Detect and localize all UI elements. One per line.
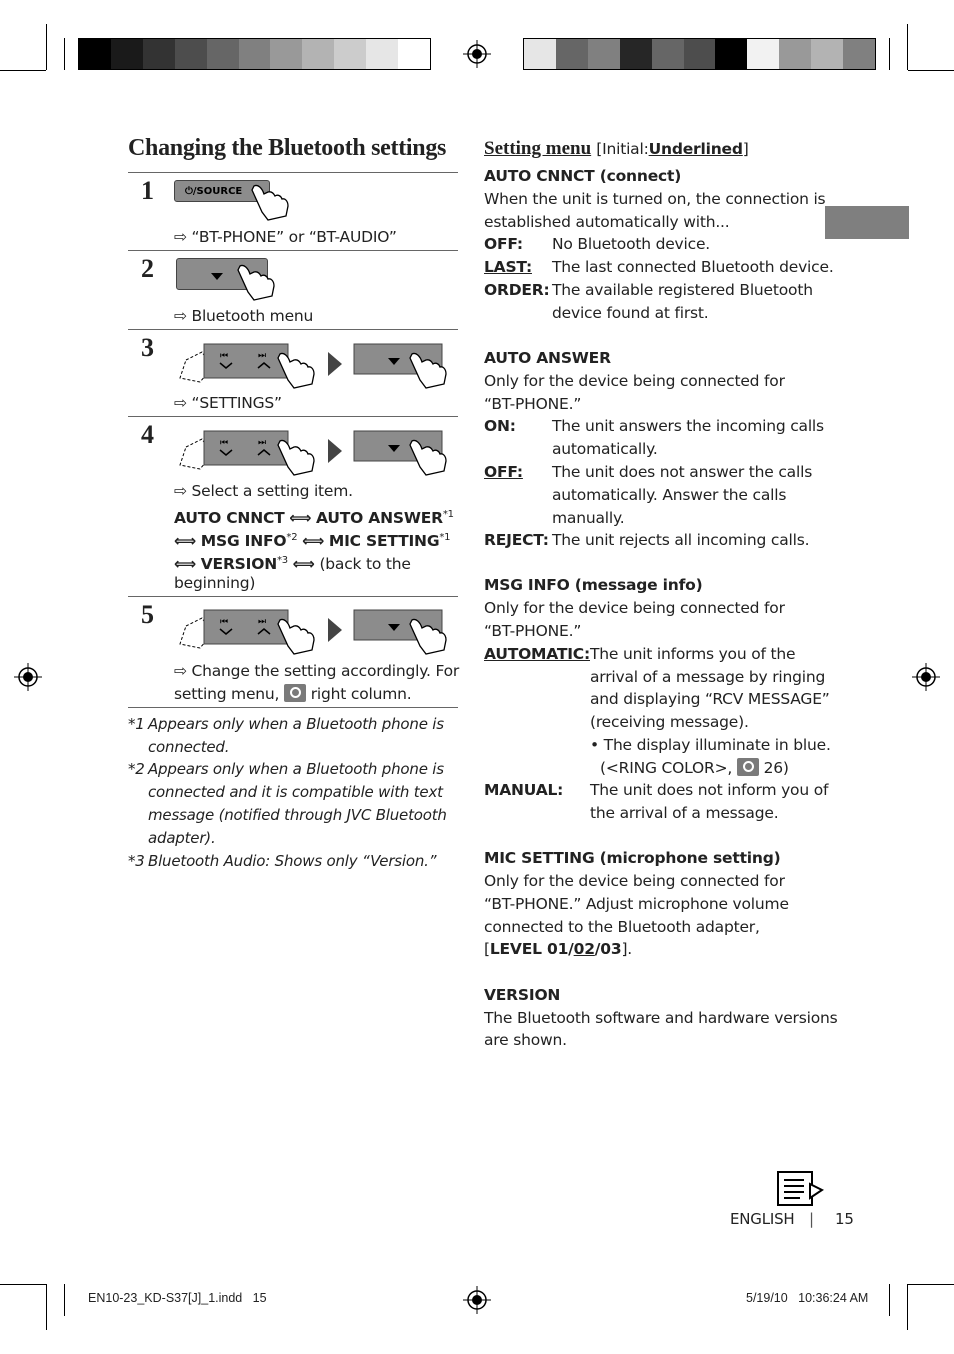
bracket: ]. [621,940,633,958]
option-label: AUTOMATIC: [484,645,590,663]
color-swatch [79,39,111,69]
magnifier-icon [284,684,306,702]
cycle-item: MSG INFO [200,532,287,551]
level-text: LEVEL 01/ [489,940,574,958]
bracket: [ [484,940,490,958]
page-title: Changing the Bluetooth settings [128,135,447,161]
footnote-text: connected. [148,738,230,756]
color-swatch [779,39,811,69]
color-swatch [111,39,143,69]
color-swatch [843,39,875,69]
color-swatch [207,39,239,69]
cycle-tail: beginning) [174,574,256,592]
crop-mark [46,24,47,70]
color-bar-left [78,38,431,70]
step-result: ⇨ Change the setting accordingly. For [174,662,460,680]
footnote-ref: *1 [442,509,454,520]
cycle-item: AUTO CNNCT [174,509,285,528]
step-number: 2 [141,254,154,283]
footnote-text: message (notified through JVC Bluetooth [148,806,447,824]
step-number: 1 [141,176,154,205]
svg-text:⏮: ⏮ [220,617,229,627]
footnote-ref: *2 [286,532,298,543]
crop-mark [0,70,46,71]
crop-mark [64,1284,65,1316]
bullet-text: (<RING COLOR>, [600,759,733,777]
bullet-text-2 [600,757,789,780]
option-label: OFF: [484,235,523,253]
finger-press-icon [234,262,278,302]
footnote-text: Appears only when a Bluetooth phone is [148,715,444,733]
color-swatch [366,39,398,69]
cycle-arrow: ⟺ [289,509,312,528]
cycle-arrow: ⟺ [302,532,325,551]
registration-mark-icon [912,663,940,691]
color-swatch [684,39,716,69]
color-swatch [715,39,747,69]
option-text: device found at first. [552,304,709,322]
option-label: OFF: [484,463,523,481]
footnote-mark: *2 [128,760,145,778]
footnote-text: Appears only when a Bluetooth phone is [148,760,444,778]
svg-text:⏮: ⏮ [220,438,229,448]
svg-text:⏭: ⏭ [258,351,267,361]
section-tab [825,206,909,239]
initial-prefix: [Initial: [596,140,649,158]
footnote-text: adapter). [148,829,216,847]
crop-mark [46,1284,47,1330]
color-swatch [143,39,175,69]
source-button-label: ⏻/SOURCE [185,186,243,197]
footnote-mark: *3 [128,852,145,870]
cycle-arrow: ⟺ [174,532,197,551]
option-text: automatically. [552,440,658,458]
step-result: ⇨ Select a setting item. [174,482,353,500]
option-text: and displaying “RCV MESSAGE” [590,690,830,708]
color-swatch [524,39,556,69]
option-text: The available registered Bluetooth [552,281,813,299]
crop-mark [64,38,65,70]
option-text: manually. [552,509,625,527]
section-desc: Only for the device being connected for [484,599,785,617]
svg-text:⏮: ⏮ [220,351,229,361]
option-label: REJECT: [484,531,549,549]
initial-value: Underlined [648,140,743,158]
cycle-item: VERSION [200,555,277,574]
step-result-text: setting menu, [174,685,280,703]
section-heading: MSG INFO (message info) [484,576,703,594]
setting-menu-heading [484,138,749,161]
footnote-ref: *3 [276,555,288,566]
color-swatch [652,39,684,69]
footnote-mark: *1 [128,715,145,733]
crop-mark [907,1284,908,1330]
level-default: 02 [573,940,595,958]
section-heading: MIC SETTING (microphone setting) [484,849,781,867]
bullet-text: • The display illuminate in blue. [590,736,831,754]
step-number: 5 [141,600,154,629]
color-swatch [398,39,430,69]
section-heading: VERSION [484,986,561,1004]
setting-menu-title: Setting menu [484,138,592,159]
color-swatch [588,39,620,69]
notes-page-icon [776,1170,826,1208]
color-swatch [556,39,588,69]
registration-mark-icon [463,40,491,68]
finger-press-icon [248,182,292,222]
page-number: 15 [835,1210,854,1228]
section-desc: established automatically with... [484,213,730,231]
option-text: The unit rejects all incoming calls. [552,531,810,549]
section-heading: AUTO ANSWER [484,349,611,367]
color-swatch [620,39,652,69]
section-desc: “BT-PHONE.” [484,395,582,413]
section-desc: Only for the device being connected for [484,372,785,390]
crop-mark [889,1284,890,1316]
step-number: 4 [141,420,154,449]
section-heading: AUTO CNNCT (connect) [484,167,682,185]
level-text: /03 [594,940,622,958]
option-label: ORDER: [484,281,550,299]
crop-mark [907,24,908,70]
color-swatch [747,39,779,69]
cycle-tail: (back to the [319,555,411,574]
step-result: ⇨ “BT-PHONE” or “BT-AUDIO” [174,228,397,246]
crop-mark [0,1284,46,1285]
color-swatch [175,39,207,69]
crop-mark [908,70,954,71]
section-desc: When the unit is turned on, the connection is [484,190,826,208]
step-number: 3 [141,333,154,362]
option-text: the arrival of a message. [590,804,779,822]
color-swatch [811,39,843,69]
step-illustration [172,427,456,479]
step-result-text: right column. [310,685,412,703]
option-label: ON: [484,417,516,435]
section-desc: connected to the Bluetooth adapter, [484,918,760,936]
option-text: The last connected Bluetooth device. [552,258,834,276]
color-swatch [270,39,302,69]
color-swatch [334,39,366,69]
registration-mark-icon [463,1286,491,1314]
step-result: ⇨ “SETTINGS” [174,394,282,412]
option-text: The unit informs you of the [590,645,796,663]
step-illustration [172,340,456,392]
section-desc: “BT-PHONE.” Adjust microphone volume [484,895,789,913]
option-text: automatically. Answer the calls [552,486,787,504]
crop-mark [908,1284,954,1285]
cycle-item: MIC SETTING [328,532,440,551]
footnote-text: connected and it is compatible with text [148,783,443,801]
section-desc: “BT-PHONE.” [484,622,582,640]
step-result-2 [174,683,411,706]
section-desc: Only for the device being connected for [484,872,785,890]
option-text: No Bluetooth device. [552,235,711,253]
color-swatch [239,39,271,69]
svg-text:⏭: ⏭ [258,438,267,448]
option-label: LAST: [484,258,532,276]
option-text: The unit does not inform you of [590,781,829,799]
cycle-arrow: ⟺ [292,555,315,574]
color-swatch [302,39,334,69]
option-text: The unit does not answer the calls [552,463,813,481]
step-result: ⇨ Bluetooth menu [174,307,314,325]
bullet-text: 26) [763,759,789,777]
option-text: (receiving message). [590,713,749,731]
cycle-arrow: ⟺ [174,555,197,574]
initial-suffix: ] [742,140,749,158]
magnifier-icon [737,758,759,776]
section-desc: The Bluetooth software and hardware versions [484,1009,838,1027]
option-text: The unit answers the incoming calls [552,417,824,435]
step-illustration [172,606,456,658]
option-label: MANUAL: [484,781,564,799]
registration-mark-icon [14,663,42,691]
option-text: arrival of a message by ringing [590,668,826,686]
crop-mark [889,38,890,70]
footer-language: ENGLISH [730,1210,795,1228]
svg-text:⏭: ⏭ [258,617,267,627]
indd-filename: EN10-23_KD-S37[J]_1.indd 15 [88,1291,267,1305]
footer-separator: | [809,1210,814,1228]
level-options [484,938,632,961]
footnote-ref: *1 [439,532,451,543]
print-date: 5/19/10 10:36:24 AM [746,1291,869,1305]
cycle-item: AUTO ANSWER [316,509,443,528]
footnote-text: Bluetooth Audio: Shows only “Version.” [148,852,437,870]
color-bar-right [523,38,876,70]
section-desc: are shown. [484,1031,567,1049]
